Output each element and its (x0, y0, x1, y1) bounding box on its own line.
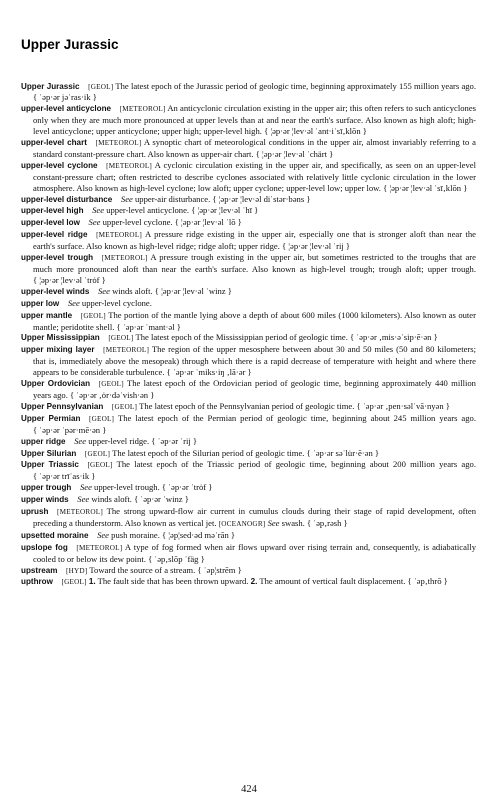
dictionary-entry (21, 448, 476, 460)
pronunciation: { ¦əp·ər ¦lev·əl ˈchärt } (255, 148, 334, 159)
definition: The latest epoch of the Triassic period of geologic time, beginning about 200 million years ago. (116, 459, 476, 470)
pronunciation: { ¦əp·ər ¦lev·əl ˈrij } (282, 241, 351, 252)
subject-label: [GEOL] (108, 334, 134, 343)
definition: upper-level anticyclone. (106, 205, 190, 216)
pronunciation: { ˈəp‚slōp ˈfäg } (148, 553, 205, 564)
subject-label: [HYD] (66, 566, 88, 575)
definition: upper-level trough. (94, 482, 160, 493)
dictionary-entry (21, 217, 476, 229)
headword: Upper Ordovician (21, 379, 91, 389)
headword: upper mixing layer (21, 345, 95, 355)
subject-label: [GEOL] (61, 578, 87, 587)
pronunciation: { ¦əp·ər ¦lev·əl ˈsī‚klōn } (383, 182, 468, 193)
subject-label: [METEOROL] (106, 161, 153, 170)
dictionary-entry (21, 298, 476, 310)
dictionary-entry (21, 103, 476, 137)
cross-reference-see: See (267, 517, 280, 528)
dictionary-entry (21, 194, 476, 206)
subject-label: [METEOROL] (103, 346, 150, 355)
definition: push moraine. (111, 529, 160, 540)
pronunciation: { ˈəp·ər səˈlu̇r·ē·ən } (306, 447, 380, 458)
headword: Upper Permian (21, 413, 81, 423)
cross-reference-see: See (88, 217, 101, 228)
pronunciation: { ˈəp·ər jəˈras·ik } (33, 92, 97, 103)
headword: Upper Pennsylvanian (21, 401, 104, 411)
cross-reference-see: See (77, 494, 90, 505)
headword: upper-level disturbance (21, 194, 113, 204)
definition: upper-level cyclone. (81, 297, 152, 308)
cross-reference-see: See (74, 435, 87, 446)
definition: upper-level cyclone. (102, 217, 173, 228)
dictionary-entry (21, 286, 476, 298)
headword: upper-level trough (21, 253, 94, 263)
definition: The amount of vertical fault displacement. (259, 576, 406, 587)
definition: winds aloft. (91, 494, 132, 505)
headword: upper-level cyclone (21, 160, 98, 170)
subject-label: [METEOROL] (76, 543, 123, 552)
subject-label: [METEOROL] (119, 105, 166, 114)
pronunciation: { ˈəp¦strēm } (197, 564, 242, 575)
pronunciation: { ˈəp‚rəsh } (306, 517, 348, 528)
definition: The portion of the mantle lying above a depth of about 600 miles (1000 kilometers). Also known as outer mantle; peridotite shell. (33, 309, 476, 332)
subject-label: [GEOL] (98, 380, 124, 389)
cross-reference-see: See (120, 193, 133, 204)
pronunciation: { ˈəp·ər ‚mis·əˈsip·ē·ən } (350, 332, 438, 343)
pronunciation: { ¦əp¦sed·əd məˈrān } (162, 529, 236, 540)
dictionary-entry (21, 506, 476, 530)
headword: upper low (21, 298, 60, 308)
definition: Toward the source of a stream. (89, 564, 196, 575)
definition: A cyclonic circulation existing in the upper air, and specifically, as seen on an upper-level constant-pressure chart; often restricted to describe cyclones associated with relatively little cyclonic circulation in the lower atmosphere. Also known as high-level cyclone; low aloft; upper cyclone; upper-level low; upper low. (33, 159, 476, 193)
sense-number: 2. (250, 577, 258, 587)
subject-label: [GEOL] (84, 449, 111, 458)
dictionary-entry (21, 344, 476, 378)
dictionary-entry (21, 378, 476, 401)
headword: upstream (21, 565, 58, 575)
pronunciation: { ˈəp·ər ‚ȯr·dəˈvish·ən } (70, 389, 155, 400)
pronunciation: { ¦əp·ər ¦lev·əl ˈlō } (174, 217, 242, 228)
headword: upper-level high (21, 206, 84, 216)
definition: The latest epoch of the Ordovician period of geologic time, beginning approximately 440 million years ago. (33, 378, 476, 400)
dictionary-entry (21, 482, 476, 494)
definition: swash. (281, 517, 305, 528)
pronunciation: { ˈəp·ər ˈtrȯf } (161, 482, 213, 493)
dictionary-entry (21, 436, 476, 448)
definition: The latest epoch of the Jurassic period of geologic time, beginning approximately 155 million years ago. (115, 80, 477, 91)
headword: upper-level chart (21, 138, 87, 148)
dictionary-entry (21, 576, 476, 588)
pronunciation: { ¦əp·ər ¦lev·əl ˈtrȯf } (33, 274, 106, 285)
dictionary-entry (21, 565, 476, 577)
headword: upper-level winds (21, 286, 90, 296)
cross-reference-see: See (67, 297, 80, 308)
definition: The fault side that has been thrown upward. (97, 576, 249, 587)
headword: upthrow (21, 577, 53, 587)
dictionary-entry (21, 252, 476, 286)
headword: Upper Mississippian (21, 333, 100, 343)
definition: A pressure trough existing in the upper air, but sometimes restricted to the troughs that are much more pronounced aloft than near the earth's surface. Also known as high-level trough; trough aloft; upper trough. (33, 252, 476, 274)
dictionary-entry (21, 229, 476, 252)
running-head: Upper Jurassic (21, 37, 119, 52)
dictionary-entry (21, 310, 476, 333)
definition: A pressure ridge existing in the upper air, especially one that is stronger aloft than near the earth's surface. Also known as high-level ridge; ridge aloft; upper ridge. (33, 229, 476, 252)
headword: upslope fog (21, 542, 68, 552)
definition: The latest epoch of the Pennsylvanian period of geologic time. (139, 400, 355, 411)
subject-label: [GEOL] (111, 402, 138, 411)
dictionary-entry (21, 494, 476, 506)
entry-list (21, 81, 476, 589)
dictionary-entry (21, 81, 476, 104)
pronunciation: { ¦əp·ər ¦lev·əl diˈstər·bəns } (212, 193, 311, 204)
subject-label: [METEOROL] (101, 254, 148, 263)
page-number: 424 (241, 784, 257, 795)
subject-label: [GEOL] (89, 414, 115, 423)
cross-reference-see: See (97, 529, 109, 540)
headword: upsetted moraine (21, 530, 89, 540)
definition: An anticyclonic circulation existing in the upper air; this often refers to such anticyclones only when they are much more pronounced at upper levels than at and near the earth's surface. Also known as high aloft; high-level anticyclone; upper anticyclone; upper high; upper-level high. (33, 103, 476, 137)
dictionary-entry (21, 137, 476, 160)
pronunciation: { ˈəp·ər ˈmant·əl } (116, 321, 181, 332)
cross-reference-see: See (97, 285, 110, 296)
pronunciation: { ˈəp·ər ˈpər·mē·ən } (33, 424, 107, 435)
definition: The region of the upper mesosphere between about 30 and 50 miles (50 and 80 kilometers; that is, immediately above the mesopeak) through which there is a rapid decrease of temperature with height and where there appears to be considerable turbulence. (33, 344, 476, 378)
dictionary-entry (21, 459, 476, 482)
definition: winds aloft. (112, 285, 153, 296)
cross-reference-see: See (92, 205, 105, 216)
subject-label: [GEOL] (87, 461, 113, 470)
pronunciation: { ˈəp·ər ˈrij } (151, 435, 198, 446)
headword: upper trough (21, 483, 72, 493)
dictionary-entry (21, 413, 476, 436)
dictionary-entry (21, 542, 476, 565)
definition: upper-level ridge. (88, 435, 150, 446)
pronunciation: { ˈəp·ər ˈwinz } (134, 494, 189, 505)
subject-label: [OCEANOGR] (218, 519, 266, 528)
pronunciation: { ˈəp·ər ˈmiks·iŋ ‚lā·ər } (166, 367, 252, 378)
subject-label: [GEOL] (88, 82, 114, 91)
subject-label: [GEOL] (80, 311, 106, 320)
pronunciation: { ˈəp·ər trīˈas·ik } (33, 471, 96, 482)
headword: upper mantle (21, 310, 73, 320)
definition: The latest epoch of the Mississippian period of geologic time. (135, 332, 348, 343)
subject-label: [METEOROL] (57, 508, 103, 517)
headword: upper-level ridge (21, 230, 88, 240)
pronunciation: { ˈəp·ər ‚pen·səlˈvā·nyən } (356, 400, 450, 411)
dictionary-entry (21, 530, 476, 542)
dictionary-entry (21, 401, 476, 413)
headword: uprush (21, 507, 49, 517)
dictionary-entry (21, 160, 476, 194)
dictionary-entry (21, 332, 476, 344)
headword: Upper Silurian (21, 448, 77, 458)
sense-number: 1. (88, 577, 96, 587)
cross-reference-see: See (79, 482, 92, 493)
subject-label: [METEOROL] (95, 139, 142, 148)
pronunciation: { ˈəp‚thrō } (407, 576, 448, 587)
headword: Upper Triassic (21, 460, 79, 470)
definition: The latest epoch of the Permian period of geologic time, beginning about 245 million years ago. (117, 412, 476, 423)
headword: Upper Jurassic (21, 81, 80, 91)
headword: upper ridge (21, 436, 66, 446)
definition: upper-air disturbance. (135, 193, 211, 204)
definition: The latest epoch of the Silurian period of geologic time. (112, 447, 305, 458)
definition: The strong upward-flow air current in cumulus clouds during their stage of rapid development, often preceding a thunderstorm. Also known as vertical jet. (33, 506, 476, 528)
subject-label: [METEOROL] (96, 231, 143, 240)
pronunciation: { ¦əp·ər ¦lev·əl ˈwinz } (154, 285, 232, 296)
headword: upper-level low (21, 218, 80, 228)
definition: A synoptic chart of meteorological conditions in the upper air, almost invariably referring to a standard constant-pressure chart. Also known as upper-air chart. (33, 137, 476, 159)
pronunciation: { ¦əp·ər ¦lev·əl ˈhī } (191, 205, 259, 216)
dictionary-entry (21, 205, 476, 217)
headword: upper-level anticyclone (21, 104, 112, 114)
definition: A type of fog formed when air flows upward over rising terrain and, consequently, is adiabatically cooled to or below its dew point. (33, 541, 476, 564)
pronunciation: { ¦əp·ər ¦lev·əl ˈant·iˈsī‚klōn } (264, 126, 367, 137)
headword: upper winds (21, 495, 69, 505)
